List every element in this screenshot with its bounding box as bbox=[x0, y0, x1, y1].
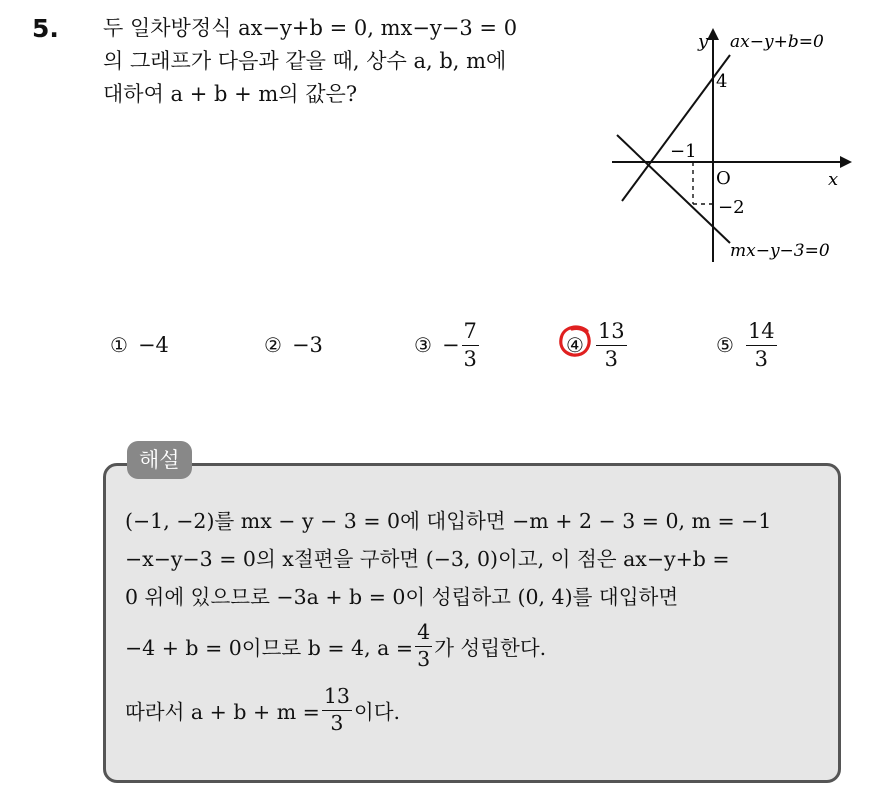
question-line-3: 대하여 a + b + m의 값은? bbox=[103, 82, 358, 106]
graph-figure bbox=[600, 20, 860, 270]
fraction-numerator: 4 bbox=[415, 622, 432, 647]
fraction-numerator: 13 bbox=[596, 320, 627, 345]
choice-number: ③ bbox=[414, 333, 432, 357]
choice-sign: − bbox=[441, 333, 460, 357]
choice-fraction bbox=[746, 320, 777, 369]
tick-label-y-4: 4 bbox=[716, 71, 728, 92]
solution-line-4-pre: −4 + b = 0이므로 b = 4, a = bbox=[125, 636, 414, 660]
solution-tab-label: 해설 bbox=[127, 441, 192, 479]
choice-value bbox=[594, 320, 629, 369]
question-number: 5. bbox=[32, 14, 59, 43]
choice-number: ① bbox=[110, 333, 128, 357]
choice-4[interactable] bbox=[566, 310, 629, 380]
fraction-denominator: 3 bbox=[754, 346, 768, 371]
choice-number: ⑤ bbox=[716, 333, 734, 357]
solution-line-2: −x−y−3 = 0의 x절편을 구하면 (−3, 0)이고, 이 점은 ax−y+b = bbox=[125, 547, 730, 571]
y-axis-arrow bbox=[707, 28, 719, 40]
solution-line-4 bbox=[125, 614, 831, 678]
answer-choices bbox=[0, 310, 884, 380]
choice-number: ④ bbox=[566, 333, 584, 357]
solution-line-5-pre: 따라서 a + b + m = bbox=[125, 700, 320, 724]
x-axis-arrow bbox=[840, 156, 852, 168]
y-axis-label: y bbox=[698, 31, 709, 52]
choice-value: −4 bbox=[137, 333, 169, 357]
fraction-denominator: 3 bbox=[330, 710, 344, 735]
tick-label-y-neg-2: −2 bbox=[718, 197, 745, 218]
solution-fraction-answer bbox=[322, 683, 352, 735]
choice-5[interactable] bbox=[716, 310, 779, 380]
line1-label: ax−y+b=0 bbox=[730, 32, 824, 52]
choice-fraction bbox=[462, 320, 479, 369]
tick-label-x-neg-1: −1 bbox=[670, 141, 697, 162]
solution-line-3: 0 위에 있으므로 −3a + b = 0이 성립하고 (0, 4)를 대입하면 bbox=[125, 585, 679, 609]
fraction-numerator: 7 bbox=[462, 320, 479, 345]
solution-line-1: (−1, −2)를 mx − y − 3 = 0에 대입하면 −m + 2 − 3 = 0, m = −1 bbox=[125, 509, 772, 533]
choice-2[interactable] bbox=[264, 310, 323, 380]
choice-fraction bbox=[596, 320, 627, 369]
solution-text bbox=[125, 500, 831, 742]
question-line-2: 의 그래프가 다음과 같을 때, 상수 a, b, m에 bbox=[103, 49, 507, 73]
solution-line-5-post: 이다. bbox=[353, 700, 401, 724]
question-text bbox=[103, 12, 603, 111]
choice-number: ② bbox=[264, 333, 282, 357]
choice-1[interactable] bbox=[110, 310, 169, 380]
choice-3[interactable] bbox=[414, 310, 481, 380]
solution-line-5 bbox=[125, 678, 831, 742]
line2-label: mx−y−3=0 bbox=[730, 241, 830, 261]
solution-fraction-a bbox=[415, 619, 432, 671]
fraction-denominator: 3 bbox=[604, 346, 618, 371]
solution-line-4-post: 가 성립한다. bbox=[434, 636, 547, 660]
fraction-numerator: 14 bbox=[746, 320, 777, 345]
choice-value bbox=[442, 320, 481, 369]
x-axis-label: x bbox=[828, 169, 839, 190]
origin-label: O bbox=[716, 168, 731, 189]
choice-value: −3 bbox=[291, 333, 323, 357]
choice-value bbox=[744, 320, 779, 369]
question-line-1: 두 일차방정식 ax−y+b = 0, mx−y−3 = 0 bbox=[103, 16, 518, 40]
fraction-numerator: 13 bbox=[322, 686, 352, 711]
fraction-denominator: 3 bbox=[417, 646, 431, 671]
fraction-denominator: 3 bbox=[463, 346, 477, 371]
